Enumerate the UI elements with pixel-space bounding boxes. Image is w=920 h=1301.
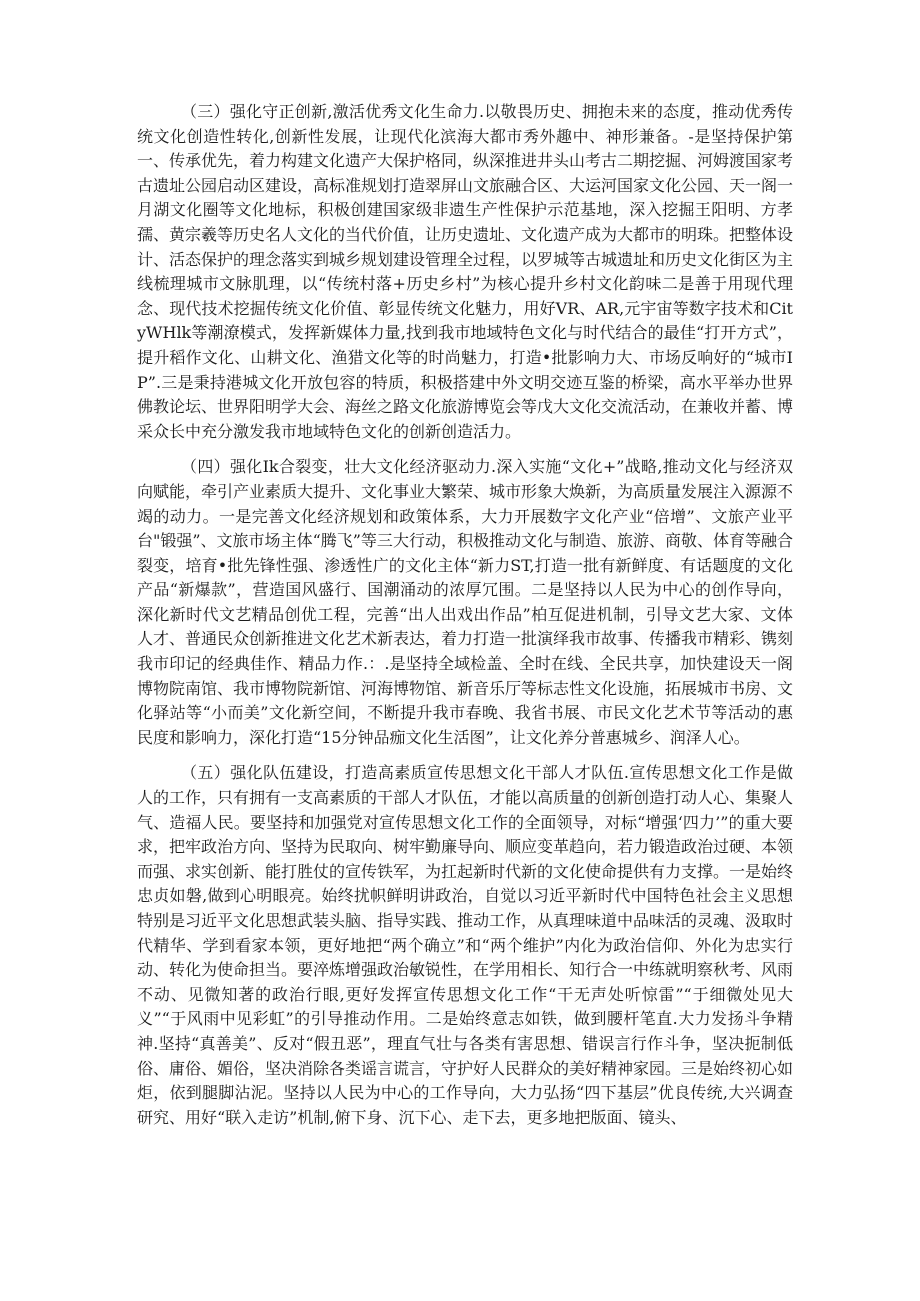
paragraph-five: （五）强化队伍建设，打造高素质宣传思想文化干部人才队伍.宣传思想文化工作是做人的工作，只有拥有一支高素质的干部人才队伍，才能以高质量的创新创造打动人心、集聚人气、造福人民。要坚持和加强党对宣传思想文化工作的全面领导，对标“增强‘四力’”的重大要求，把牢政治方向、坚持为民取向、树牢勤廉导向、顺应变革趋向，若力锻造政治过硬、本领而强、求实创新、能打胜仗的宣传铁军，为扛起新时代新的文化使命提供有力支撑。一是始终忠贞如磐,做到心明眼亮。始终扰帜鲜明讲政治，自觉以习近平新时代中国特色社会主义思想特别是习近平文化思想武装头脑、指导实践、推动工作，从真理味道中品味活的灵魂、汲取时代精华、学到看家本领，更好地把“两个确立”和“两个维护”内化为政治信仰、外化为忠实行动、转化为使命担当。要淬炼增强政治敏锐性，在学用相长、知行合一中练就明察秋考、风雨不动、见微知著的政治行眼,更好发挥宣传思想文化工作“干无声处听惊雷”“于细微处见大义”“于风雨中见彩虹”的引导推动作用。二是始终意志如铁，做到腰杆笔直.大力发扬斗争精神.坚持“真善美”、反对“假丑恶”，理直气壮与各类有害思想、错误言行作斗争，坚决扼制低俗、庸俗、媚俗，坚决消除各类谣言谎言，守护好人民群众的美好精神家园。三是始终初心如炬，依到腿脚沾泥。坚持以人民为中心的工作导向，大力弘扬“四下基层”优良传统,大兴调查研究、用好“联入走访”机制,俯下身、沉下心、走下去，更多地把版面、镜头、 bbox=[137, 763, 794, 1127]
paragraph-three: （三）强化守正创新,激活优秀文化生命力.以敬畏历史、拥抱未来的态度，推动优秀传统文化创造性转化,创新性发展，让现代化滨海大都市秀外趣中、神形兼备。-是坚持保护第一、传承优先，着力构建文化遗产大保护格同，纵深推进井头山考古二期挖掘、河姆渡国家考古遗址公园启动区建设，高标准规划打造翠屏山文旅融合区、大运河国家文化公园、天一阁一月湖文化圈等文化地标，积极创建国家级非遗生产性保护示范基地，深入挖掘王阳明、方孝孺、黄宗羲等历史名人文化的当代价值，让历史遗址、文化遗产成为大都市的明珠。把整体设计、活态保护的理念落实到城乡规划建设管理全过程，以罗城等古城遗址和历史文化街区为主线梳理城市文脉肌理，以“传统村落+历史乡村”为核心提升乡村文化韵味二是善于用现代理念、现代技术挖掘传统文化价值、彰显传统文化魅力，用好VR、AR,元宇宙等数字技术和CityWHlk等潮潦模式，发挥新媒体力量,找到我市地域特色文化与时代结合的最佳“打开方式”，提升稻作文化、山耕文化、渔猎文化等的时尚魅力，打造•批影响力大、市场反响好的“城市IP”.三是秉持港城文化开放包容的特质，积极搭建中外文明交迹互鉴的桥梁，高水平举办世界佛教论坛、世界阳明学大会、海丝之路文化旅游博览会等戊大文化交流活动，在兼收并蓄、博采众长中充分激发我市地域特色文化的创新创造活力。 bbox=[137, 102, 794, 441]
paragraph-four: （四）强化Ik合裂变，壮大文化经济驱动力.深入实施“文化+”战略,推动文化与经济双向赋能，牵引产业素质大提升、文化事业大繁荣、城市形象大焕新，为高质量发展注入源源不竭的动力。一是完善文化经济规划和政策体系，大力开展数字文化产业“倍增”、文旅产业平台"锻强”、文旅市场主体“腾飞”等三大行动，积极推动文化与制造、旅游、商敬、体育等融合裂变，培育•批先锋性强、渗透性广的文化主体“新力ST,打造一批有新鲜度、有话题度的文化产品“新爆款”，营造国风盛行、国潮涌动的浓厚冗围。二是坚持以人民为中心的创作导向，深化新时代文艺精品创优工程，完善“出人出戏出作品”柏互促进机制，引导文艺大家、文体人才、普通民众创新推进文化艺术新表达，着力打造一批演绎我市故事、传播我市精彩、镌刻我市印记的经典佳作、精品力作.：.是坚持全域检盖、全时在线、全民共享，加快建设天一阁博物院南馆、我市博物院新馆、河海博物馆、新音乐厅等标志性文化设施，拓展城市书房、文化驿站等“小而美”文化新空间，不断提升我市春晚、我省书展、市民文化艺术节等活动的惠民度和影响力，深化打造“15分钟品痂文化生活图”，让文化养分普惠城乡、润泽人心。 bbox=[137, 457, 794, 747]
document-body bbox=[137, 100, 793, 1141]
